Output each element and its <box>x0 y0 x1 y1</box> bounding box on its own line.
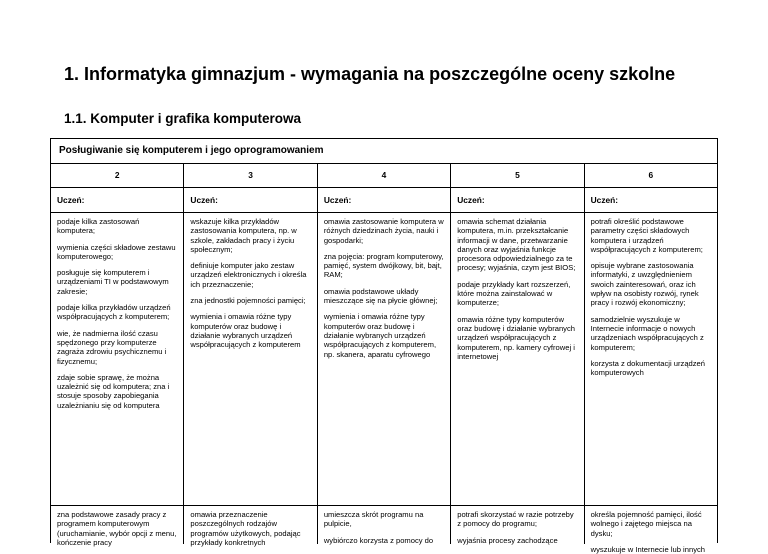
requirements-cell-grade-4 <box>318 506 451 544</box>
student-label-row <box>51 188 717 213</box>
requirements-row <box>51 213 717 506</box>
requirement-item: wie, że nadmierna ilość czasu spędzonego przy komputerze zagraża zdrowiu psychicznemu i fizycznemu; <box>57 328 167 366</box>
requirement-item: zna podstawowe zasady pracy z programem komputerowym (uruchamianie, wybór opcji z menu, kończenie pracy <box>57 510 177 547</box>
requirement-item: samodzielnie wyszukuje w Internecie informacje o nowych urządzeniach współpracujących z komputerem; <box>590 314 704 352</box>
grade-header-row <box>51 164 717 188</box>
requirements-cell-grade-5 <box>451 213 584 505</box>
requirement-item: opisuje wybrane zastosowania informatyki, z uwzględnieniem swoich zainteresowań, oraz ich wpływ na osobisty rozwój, rynek pracy i rozwój ekonomiczny; <box>590 261 699 308</box>
requirements-cell-grade-2 <box>51 506 184 547</box>
grade-header-5: 5 <box>451 164 584 187</box>
grade-header-4: 4 <box>318 164 451 187</box>
page-title: 1. Informatyka gimnazjum - wymagania na poszczególne oceny szkolne <box>64 64 676 84</box>
requirement-item: zna jednostki pojemności pamięci; <box>190 296 306 306</box>
requirement-item: omawia schemat działania komputera, m.in. przekształcanie informacji w dane, przetwarzanie danych oraz wyjaśnia funkcje procesora odpowiedzialnego za te procesy; wyjaśnia, czym jest BIOS; <box>457 217 576 273</box>
grade-header-3: 3 <box>184 164 317 187</box>
requirements-cell-grade-3 <box>184 506 317 547</box>
grade-header-2: 2 <box>51 164 184 187</box>
student-label: Uczeń: <box>51 188 184 212</box>
requirements-cell-grade-2 <box>51 213 184 505</box>
student-label: Uczeń: <box>318 188 451 212</box>
requirement-item: wybiórczo korzysta z pomocy do <box>323 535 434 545</box>
requirement-item: podaje kilka zastosowań komputera; <box>57 217 140 236</box>
requirement-item: podaje kilka przykładów urządzeń współpracujących z komputerem; <box>57 303 171 322</box>
grade-header-6: 6 <box>648 170 654 180</box>
requirement-item: definiuje komputer jako zestaw urządzeń elektronicznych i określa ich przeznaczenie; <box>190 261 307 289</box>
table-section-title: Posługiwanie się komputerem i jego oprogramowaniem <box>51 139 717 164</box>
requirement-item: zna pojęcia: program komputerowy, pamięć, system dwójkowy, bit, bajt, RAM; <box>323 251 444 280</box>
requirement-item: wyszukuje w Internecie lub innych <box>590 544 706 554</box>
requirement-item: potrafi określić podstawowe parametry części składowych komputera i urządzeń współpracujących z komputerem; <box>590 217 703 254</box>
requirement-item: wymienia i omawia różne typy komputerów oraz budowę i działanie wybranych urządzeń współpracujących z komputerem <box>190 312 301 350</box>
requirement-item: potrafi skorzystać w razie potrzeby z pomocy do programu; <box>457 510 574 529</box>
requirement-item: określa pojemność pamięci, ilość wolnego i zajętego miejsca na dysku; <box>590 510 702 538</box>
requirement-item: zdaje sobie sprawę, że można uzależnić się od komputera; zna i stosuje sposoby zapobiegania uzależnianiu się od komputera <box>57 372 170 410</box>
requirements-cell-grade-3 <box>184 213 317 505</box>
student-label: Uczeń: <box>184 188 317 212</box>
requirement-item: wskazuje kilka przykładów zastosowania komputera, np. w szkole, zakładach pracy i życiu społecznym; <box>190 217 297 254</box>
requirement-item: korzysta z dokumentacji urządzeń komputerowych <box>590 358 706 378</box>
requirements-table <box>50 138 718 554</box>
requirement-item: omawia przeznaczenie poszczególnych rodzajów programów użytkowych, podając przykłady konkretnych <box>190 510 301 547</box>
requirement-item: omawia różne typy komputerów oraz budowę i działanie wybranych urządzeń współpracujących z komputerem, np. kamery cyfrowej i internetowej <box>457 314 575 361</box>
requirement-item: wymienia części składowe zestawu komputerowego; <box>57 242 176 261</box>
requirement-item: wymienia i omawia różne typy komputerów oraz budowę i działanie wybranych urządzeń współpracujących z komputerem, np. skanera, aparatu cyfrowego <box>323 312 437 359</box>
student-label: Uczeń: <box>451 188 584 212</box>
requirement-item: podaje przykłady kart rozszerzeń, które można zainstalować w komputerze; <box>457 279 571 308</box>
requirements-row <box>51 506 717 554</box>
requirement-item: umieszcza skrót programu na pulpicie, <box>323 510 424 529</box>
requirements-cell-grade-6 <box>585 213 717 505</box>
requirement-item: omawia zastosowanie komputera w różnych dziedzinach życia, nauki i gospodarki; <box>323 217 444 245</box>
section-heading: 1.1. Komputer i grafika komputerowa <box>64 111 302 126</box>
requirement-item: wyjaśnia procesy zachodzące <box>457 535 558 545</box>
requirements-cell-grade-6 <box>585 506 717 554</box>
requirements-cell-grade-5 <box>451 506 584 544</box>
requirements-cell-grade-4 <box>318 213 451 505</box>
requirement-item: omawia podstawowe układy mieszczące się na płycie głównej; <box>323 286 438 306</box>
student-label: Uczeń: <box>590 195 619 205</box>
requirement-item: posługuje się komputerem i urządzeniami TI w podstawowym zakresie; <box>57 268 169 296</box>
